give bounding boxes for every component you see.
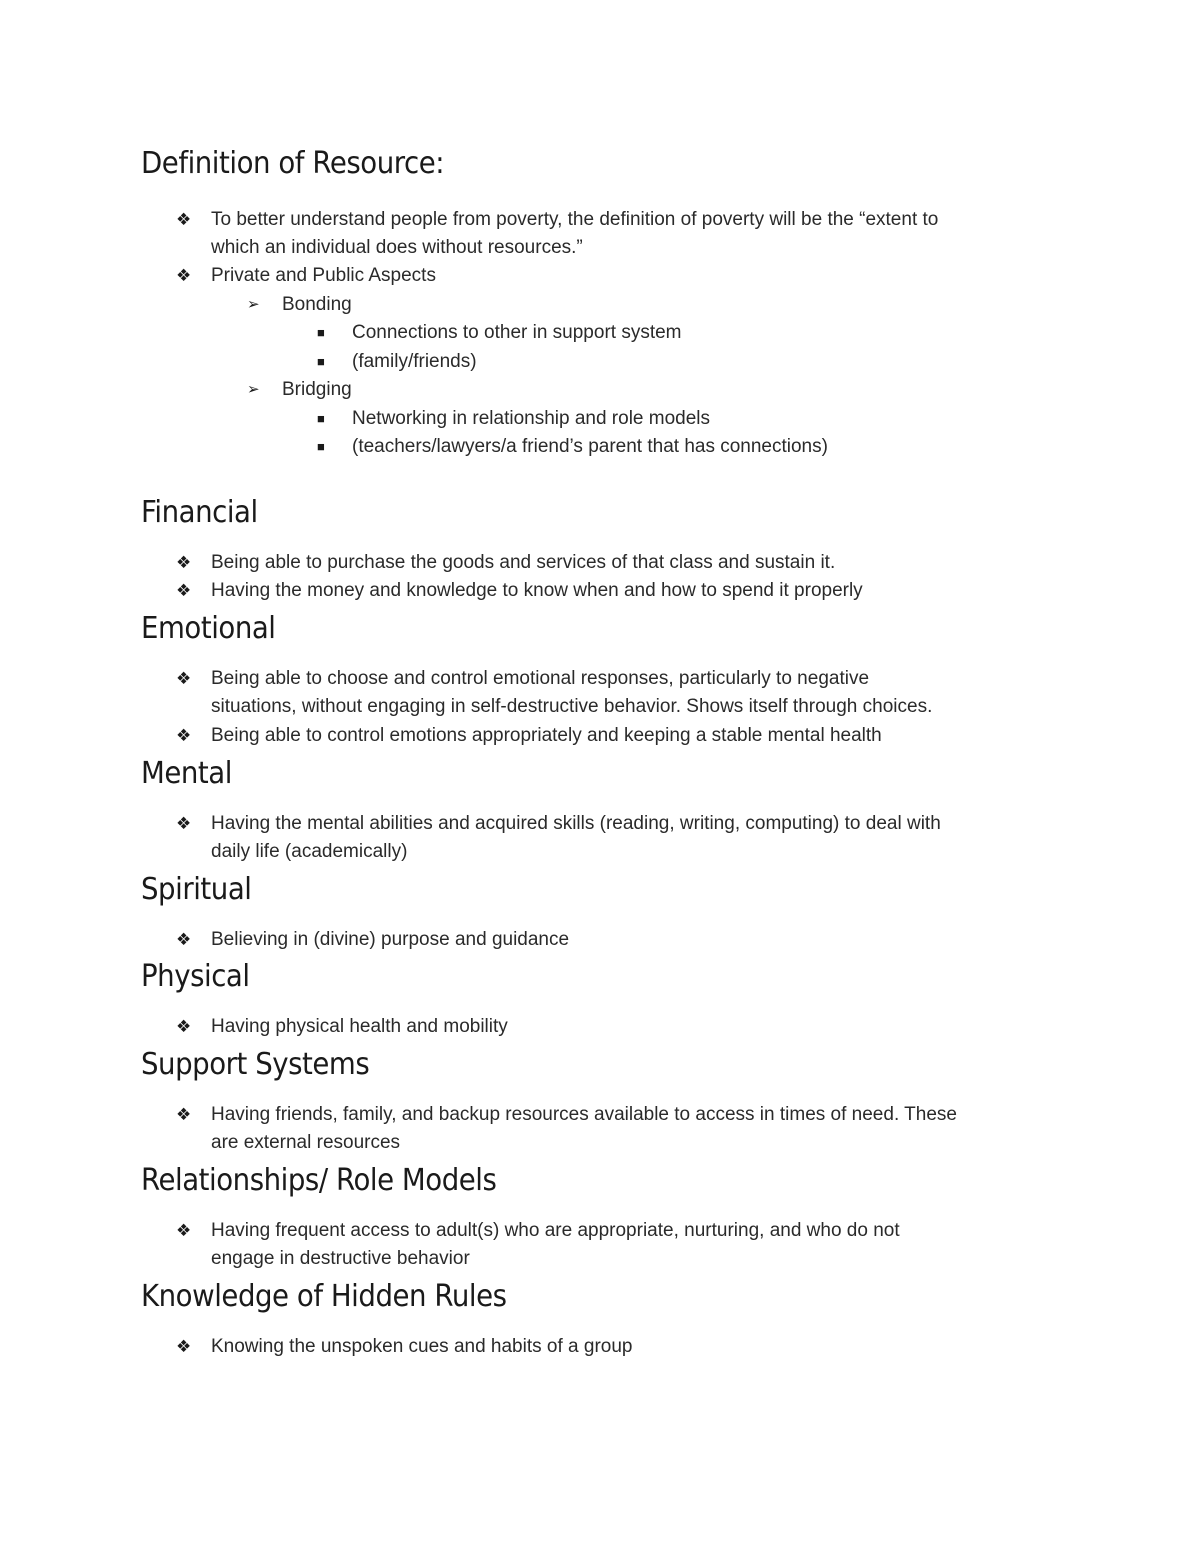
bonding-sub-item-2: (family/friends) xyxy=(352,351,477,372)
heading-relationships-role-models: Relationships/ Role Models xyxy=(141,1163,497,1198)
physical-item-1: Having physical health and mobility xyxy=(211,1016,508,1037)
heading-financial: Financial xyxy=(141,495,258,530)
diamond-bullet-icon: ❖ xyxy=(176,1337,192,1356)
definition-item-1-line-2: which an individual does without resources.” xyxy=(211,237,583,258)
heading-spiritual: Spiritual xyxy=(141,872,252,907)
support-item-1-line-2: are external resources xyxy=(211,1132,401,1153)
financial-item-1: Being able to purchase the goods and services of that class and sustain it. xyxy=(211,552,836,573)
support-item-1-line-1: Having friends, family, and backup resources available to access in times of need. These xyxy=(211,1104,957,1125)
heading-mental: Mental xyxy=(141,756,232,791)
square-bullet-icon: ■ xyxy=(317,439,325,454)
diamond-bullet-icon: ❖ xyxy=(176,1221,192,1240)
diamond-bullet-icon: ❖ xyxy=(176,814,192,833)
bridging-sub-item-2: (teachers/lawyers/a friend’s parent that has connections) xyxy=(352,436,828,457)
emotional-item-2: Being able to control emotions appropriately and keeping a stable mental health xyxy=(211,725,882,746)
relationships-item-1-line-1: Having frequent access to adult(s) who are appropriate, nurturing, and who do not xyxy=(211,1220,900,1241)
square-bullet-icon: ■ xyxy=(317,354,325,369)
diamond-bullet-icon: ❖ xyxy=(176,1105,192,1124)
diamond-bullet-icon: ❖ xyxy=(176,1017,192,1036)
bridging-sub-item-1: Networking in relationship and role models xyxy=(352,408,711,429)
bridging-item: Bridging xyxy=(282,379,352,400)
diamond-bullet-icon: ❖ xyxy=(176,553,192,572)
financial-item-2: Having the money and knowledge to know when and how to spend it properly xyxy=(211,580,863,601)
definition-item-1-line-1: To better understand people from poverty, the definition of poverty will be the “extent to xyxy=(211,209,939,230)
diamond-bullet-icon: ❖ xyxy=(176,581,192,600)
heading-definition-of-resource: Definition of Resource: xyxy=(141,146,445,181)
diamond-bullet-icon: ❖ xyxy=(176,669,192,688)
diamond-bullet-icon: ❖ xyxy=(176,266,192,285)
hidden-rules-item-1: Knowing the unspoken cues and habits of a group xyxy=(211,1336,633,1357)
diamond-bullet-icon: ❖ xyxy=(176,726,192,745)
diamond-bullet-icon: ❖ xyxy=(176,210,192,229)
spiritual-item-1: Believing in (divine) purpose and guidance xyxy=(211,929,570,950)
bonding-sub-item-1: Connections to other in support system xyxy=(352,322,682,343)
arrow-bullet-icon: ➢ xyxy=(247,381,260,398)
square-bullet-icon: ■ xyxy=(317,411,325,426)
heading-knowledge-of-hidden-rules: Knowledge of Hidden Rules xyxy=(141,1279,507,1314)
mental-item-1-line-2: daily life (academically) xyxy=(211,841,408,862)
mental-item-1-line-1: Having the mental abilities and acquired skills (reading, writing, computing) to deal with xyxy=(211,813,941,834)
diamond-bullet-icon: ❖ xyxy=(176,930,192,949)
emotional-item-1-line-2: situations, without engaging in self-destructive behavior. Shows itself through choices. xyxy=(211,696,933,717)
emotional-item-1-line-1: Being able to choose and control emotional responses, particularly to negative xyxy=(211,668,870,689)
square-bullet-icon: ■ xyxy=(317,325,325,340)
bonding-item: Bonding xyxy=(282,294,352,315)
heading-emotional: Emotional xyxy=(141,611,276,646)
heading-physical: Physical xyxy=(141,959,250,994)
definition-item-2: Private and Public Aspects xyxy=(211,265,436,286)
relationships-item-1-line-2: engage in destructive behavior xyxy=(211,1248,470,1269)
arrow-bullet-icon: ➢ xyxy=(247,296,260,313)
heading-support-systems: Support Systems xyxy=(141,1047,370,1082)
